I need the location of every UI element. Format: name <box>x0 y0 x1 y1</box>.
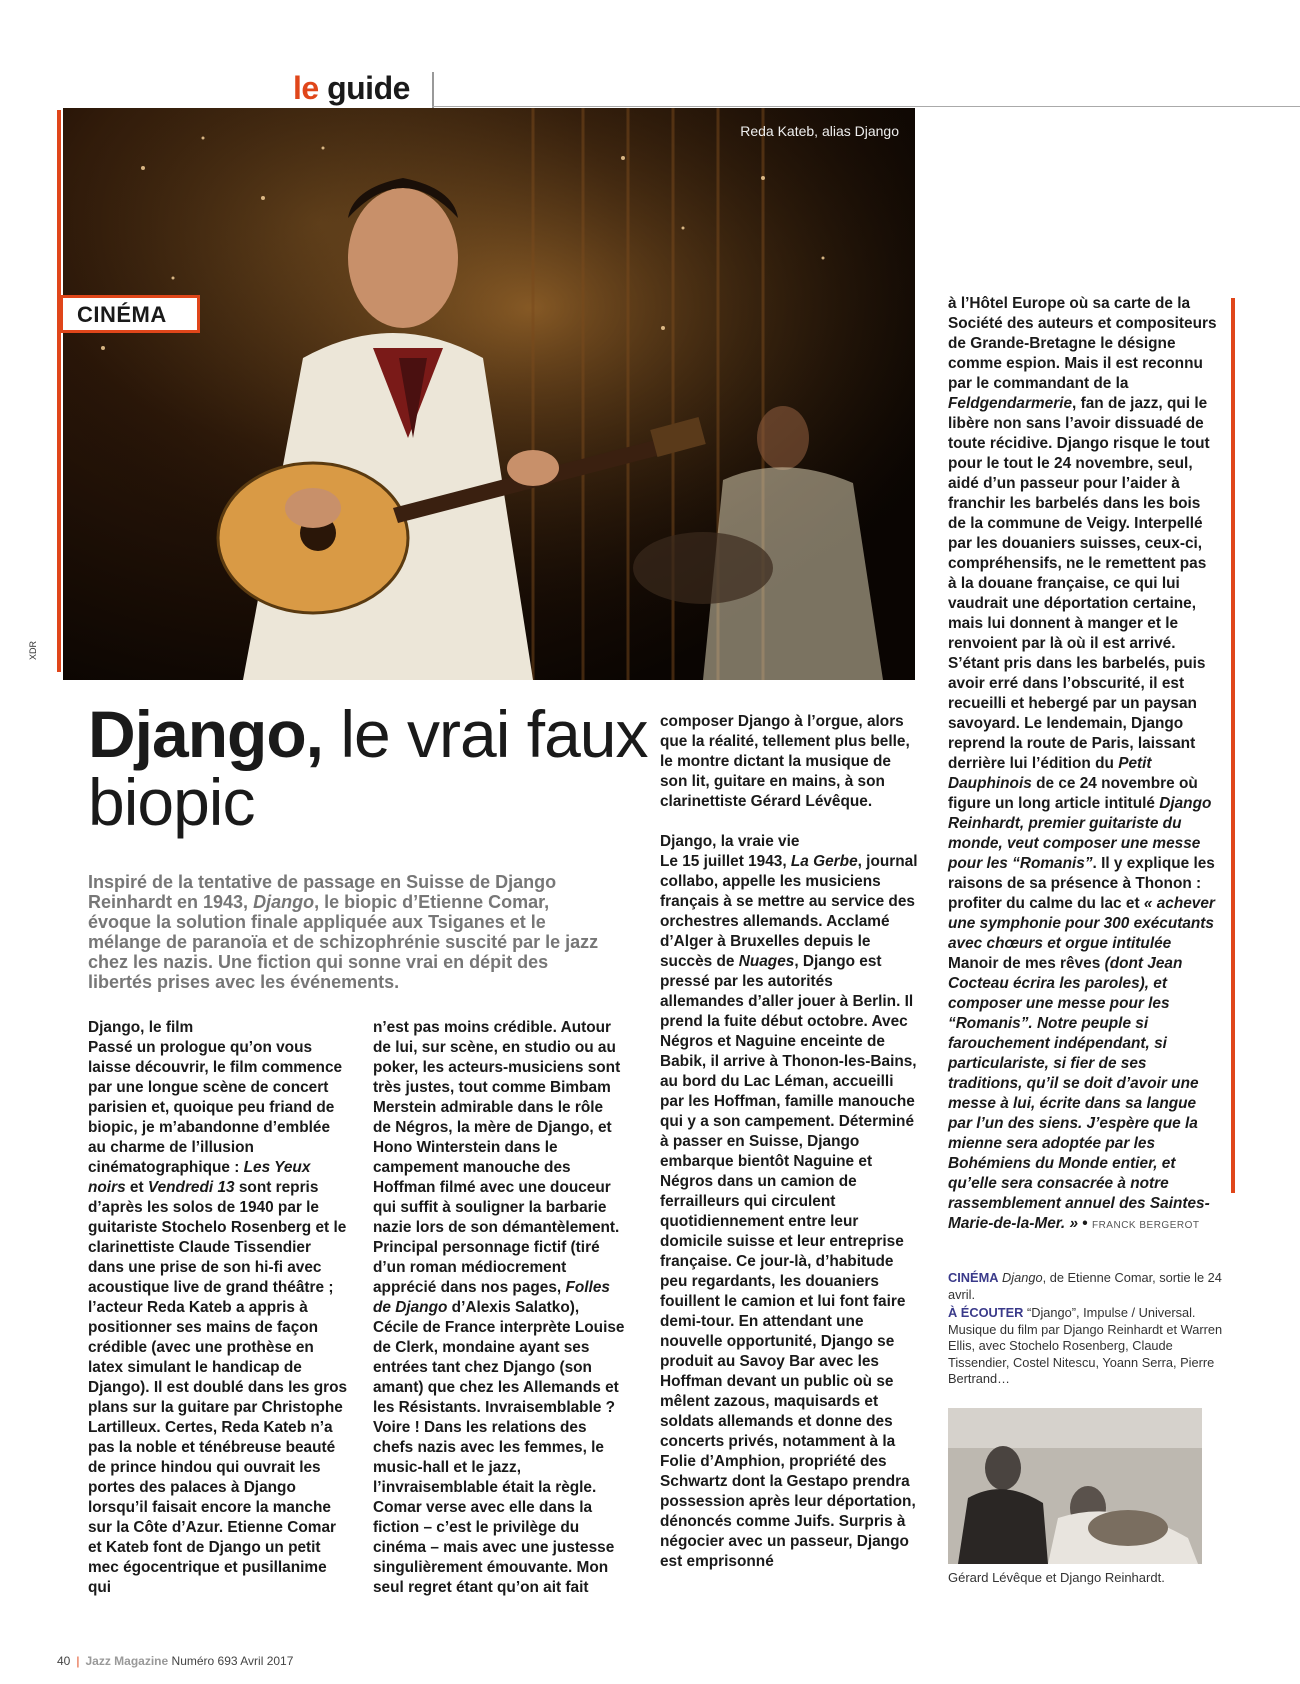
body-text: de ce 24 novembre où figure un long article intitulé <box>948 775 1198 812</box>
work-title: Manoir de mes rêves <box>948 955 1101 972</box>
section-title <box>293 70 410 107</box>
article-column-3 <box>660 712 920 1572</box>
magazine-name: Jazz Magazine <box>85 1654 169 1668</box>
newspaper-title: La Gerbe <box>790 853 858 870</box>
header-divider-vertical <box>432 72 434 108</box>
standfirst-text: , le biopic d’Etienne Comar, évoque la solution finale appliquée aux Tsiganes et le mélange de paranoïa et de schizophrénie suscité par le jazz chez les nazis. Une fiction qui sonne vrai en dépit des libertés prises avec les événements. <box>88 892 599 992</box>
hero-photo-illustration <box>63 108 915 680</box>
paragraph: composer Django à l’orgue, alors que la réalité, tellement plus belle, le montre dictant la musique de son lit, guitare en mains, à son clarinettiste Gérard Lévêque. <box>660 713 910 810</box>
body-text: Passé un prologue qu’on vous laisse découvrir, le film commence par une longue scène de concert parisien et, quoique peu friand de biopic, je m’abandonne d’emblée au charme de l’illusion cinématographique : <box>88 1039 343 1176</box>
info-box <box>948 1270 1233 1390</box>
page-number: 40 <box>57 1654 71 1668</box>
section-title-guide: guide <box>327 70 410 106</box>
body-text: Le 15 juillet 1943, <box>660 853 787 870</box>
song-title: Vendredi 13 <box>147 1179 235 1196</box>
paragraph <box>373 1018 625 1598</box>
body-text: . Il y explique les raisons de sa présence à Thonon : profiter du calme du lac et <box>948 855 1215 912</box>
photo-caption: Reda Kateb, alias Django <box>740 123 899 139</box>
rubric-label: CINÉMA <box>77 302 167 327</box>
info-label-cinema: CINÉMA <box>948 1270 999 1285</box>
quote-text: « achever une symphonie pour 300 exécutants avec chœurs et orgue intitulée <box>948 895 1215 952</box>
standfirst <box>88 872 613 992</box>
issue-number: Numéro 693 <box>171 1654 238 1668</box>
song-title: Les Yeux noirs <box>88 1159 311 1196</box>
book-title: Folles de Django <box>373 1279 610 1316</box>
article-column-1 <box>88 1018 350 1598</box>
paragraph <box>948 294 1218 1236</box>
article-column-4 <box>948 294 1218 1236</box>
author-byline: FRANCK BERGEROT <box>1091 1220 1200 1231</box>
newspaper-title: Petit Dauphinois <box>948 755 1152 792</box>
song-title: Nuages <box>738 953 795 970</box>
headline-bold: Django, <box>88 697 323 771</box>
body-text: , journal collabo, appelle les musiciens français à se mettre au service des orchestres allemands. Acclamé d’Alger à Bruxelles depuis le succès de <box>660 853 918 970</box>
archive-photo-caption: Gérard Lévêque et Django Reinhardt. <box>948 1570 1165 1585</box>
info-text: , de Etienne Comar, sortie le 24 avril. <box>948 1270 1222 1302</box>
photo-accent-bar <box>57 110 61 672</box>
header-divider-horizontal <box>432 106 1300 107</box>
standfirst-film-title: Django <box>253 892 315 912</box>
archive-photo-illustration <box>948 1408 1202 1564</box>
hero-photo <box>63 108 915 680</box>
body-text: n’est pas moins crédible. Autour de lui, sur scène, en studio ou au poker, les acteurs-musiciens sont très justes, tout comme Bimbam Merstein admirable dans le rôle de Négros, la mère de Django, et Hono Winterstein dans le campement manouche des Hoffman filmé avec une douceur qui suffit à souligner la barbarie nazie lors de son démantèlement. Principal personnage fictif (tiré d’un roman médiocrement apprécié dans nos pages, <box>373 1019 621 1296</box>
paragraph <box>88 1038 350 1598</box>
info-ecouter <box>948 1305 1233 1388</box>
section-title-le: le <box>293 70 319 106</box>
rubric-badge <box>60 295 200 333</box>
body-text: d’Alexis Salatko), Cécile de France interprète Louise de Clerk, mondaine ayant ses entrées tant chez Django (son amant) que chez les Allemands et les Résistants. Invraisemblable ? Voire ! Dans les relations des chefs nazis avec les femmes, le music-hall et le jazz, l’invraisemblable était la règle. Comar verse avec elle dans la fiction – c’est le privilège du cinéma – mais avec une justesse singulièrement émouvante. Mon seul regret étant qu’on ait fait <box>373 1299 625 1596</box>
page-footer <box>57 1654 293 1668</box>
body-text: , Django est pressé par les autorités allemandes d’aller jouer à Berlin. Il prend la fuite début octobre. Avec Négros et Naguine enceinte de Babik, il arrive à Thonon-les-Bains, au bord du Lac Léman, accueilli par les Hoffman, famille manouche qui y a son campement. Déterminé à passer en Suisse, Django embarque bientôt Naguine et Négros dans un camion de ferrailleurs qui circulent quotidiennement entre leur domicile suisse et leur entreprise française. Ce jour-là, d’habitude peu regardants, les douaniers fouillent le camion et lui font faire demi-tour. En attendant une nouvelle opportunité, Django se produit au Savoy Bar avec les Hoffman devant un public où se mêlent zazous, maquisards et soldats allemands et donne des concerts privés, notamment à la Folie d’Amphion, propriété des Schwartz dont la Gestapo prendra possession après leur déportation, dénoncés comme Juifs. Surpris à négocier avec un passeur, Django est emprisonné <box>660 953 917 1570</box>
paragraph-spacer <box>660 812 920 832</box>
issue-date: Avril 2017 <box>240 1654 294 1668</box>
info-film-title: Django <box>1002 1270 1043 1285</box>
headline-rest: le vrai faux biopic <box>88 697 648 839</box>
quote-text: (dont Jean Cocteau écrira les paroles), et composer une messe pour les “Romanis”. Notre peuple si farouchement indépendant, si particulariste, si fier de ses traditions, qu’il se doit d’avoir une messe à lui, écrite dans sa langue par l’un des siens. J’espère que la mienne sera adoptée par les Bohémiens du Monde entier, et qu’elle sera consacrée à notre rassemblement annuel des Saintes-Marie-de-la-Mer. » <box>948 955 1210 1232</box>
body-text: sont repris d’après les solos de 1940 par le guitariste Stochelo Rosenberg et le clarinettiste Claude Tissendier dans une prise de son hi-fi avec acoustique live de grand théâtre ; l’acteur Reda Kateb a appris à positionner ses mains de façon crédible (avec une prothèse en latex simulant le handicap de Django). Il est doublé dans les gros plans sur la guitare par Christophe Lartilleux. Certes, Reda Kateb n’a pas la noble et ténébreuse beauté de prince hindou qui ouvrait les portes des palaces à Django lorsqu’il faisait encore la manche sur la Côte d’Azur. Etienne Comar et Kateb font de Django un petit mec égocentrique et pusillanime qui <box>88 1179 348 1596</box>
paragraph <box>660 852 920 1572</box>
info-label-ecouter: À ÉCOUTER <box>948 1305 1024 1320</box>
footer-separator: | <box>76 1654 80 1668</box>
column-accent-bar <box>1231 298 1235 1193</box>
photo-credit: XDR <box>28 640 38 660</box>
headline <box>88 697 648 839</box>
body-text: et <box>129 1179 144 1196</box>
body-italic: Feldgendarmerie <box>948 395 1073 412</box>
article-title: Django Reinhardt, premier guitariste du monde, veut composer une messe pour les “Romanis” <box>948 795 1212 872</box>
subhead-film: Django, le film <box>88 1019 194 1036</box>
body-text: , fan de jazz, qui le libère non sans l’avoir dissuadé de toute récidive. Django risque le tout pour le tout le 24 novembre, seul, aidé d’un passeur pour l’aider à franchir les barbelés dans les bois de la commune de Veigy. Interpellé par les douaniers suisses, ceux-ci, compréhensifs, ne le remettent pas à la douane française, ce qui lui vaudrait une déportation certaine, mais lui donnent à manger et le renvoient par là où il est arrivé. S’étant pris dans les barbelés, puis avoir erré dans l’obscurité, il est recueilli et hebergé par un paysan savoyard. Le lendemain, Django reprend la route de Paris, laissant derrière lui l’édition du <box>948 395 1210 772</box>
subhead-vraie-vie: Django, la vraie vie <box>660 833 800 850</box>
body-text: à l’Hôtel Europe où sa carte de la Société des auteurs et compositeurs de Grande-Bretagne le désigne comme espion. Mais il est reconnu par le commandant de la <box>948 295 1217 392</box>
archive-photo <box>948 1408 1202 1564</box>
end-bullet: • <box>1082 1215 1088 1232</box>
standfirst-text: Inspiré de la tentative de passage en Suisse de Django Reinhardt en 1943, <box>88 872 557 912</box>
info-text: “Django”, Impulse / Universal. Musique du film par Django Reinhardt et Warren Ellis, avec Stochelo Rosenberg, Claude Tissendier, Costel Nitescu, Yoann Serra, Pierre Bertrand… <box>948 1305 1223 1386</box>
info-cinema <box>948 1270 1233 1303</box>
article-column-2 <box>373 1018 625 1598</box>
